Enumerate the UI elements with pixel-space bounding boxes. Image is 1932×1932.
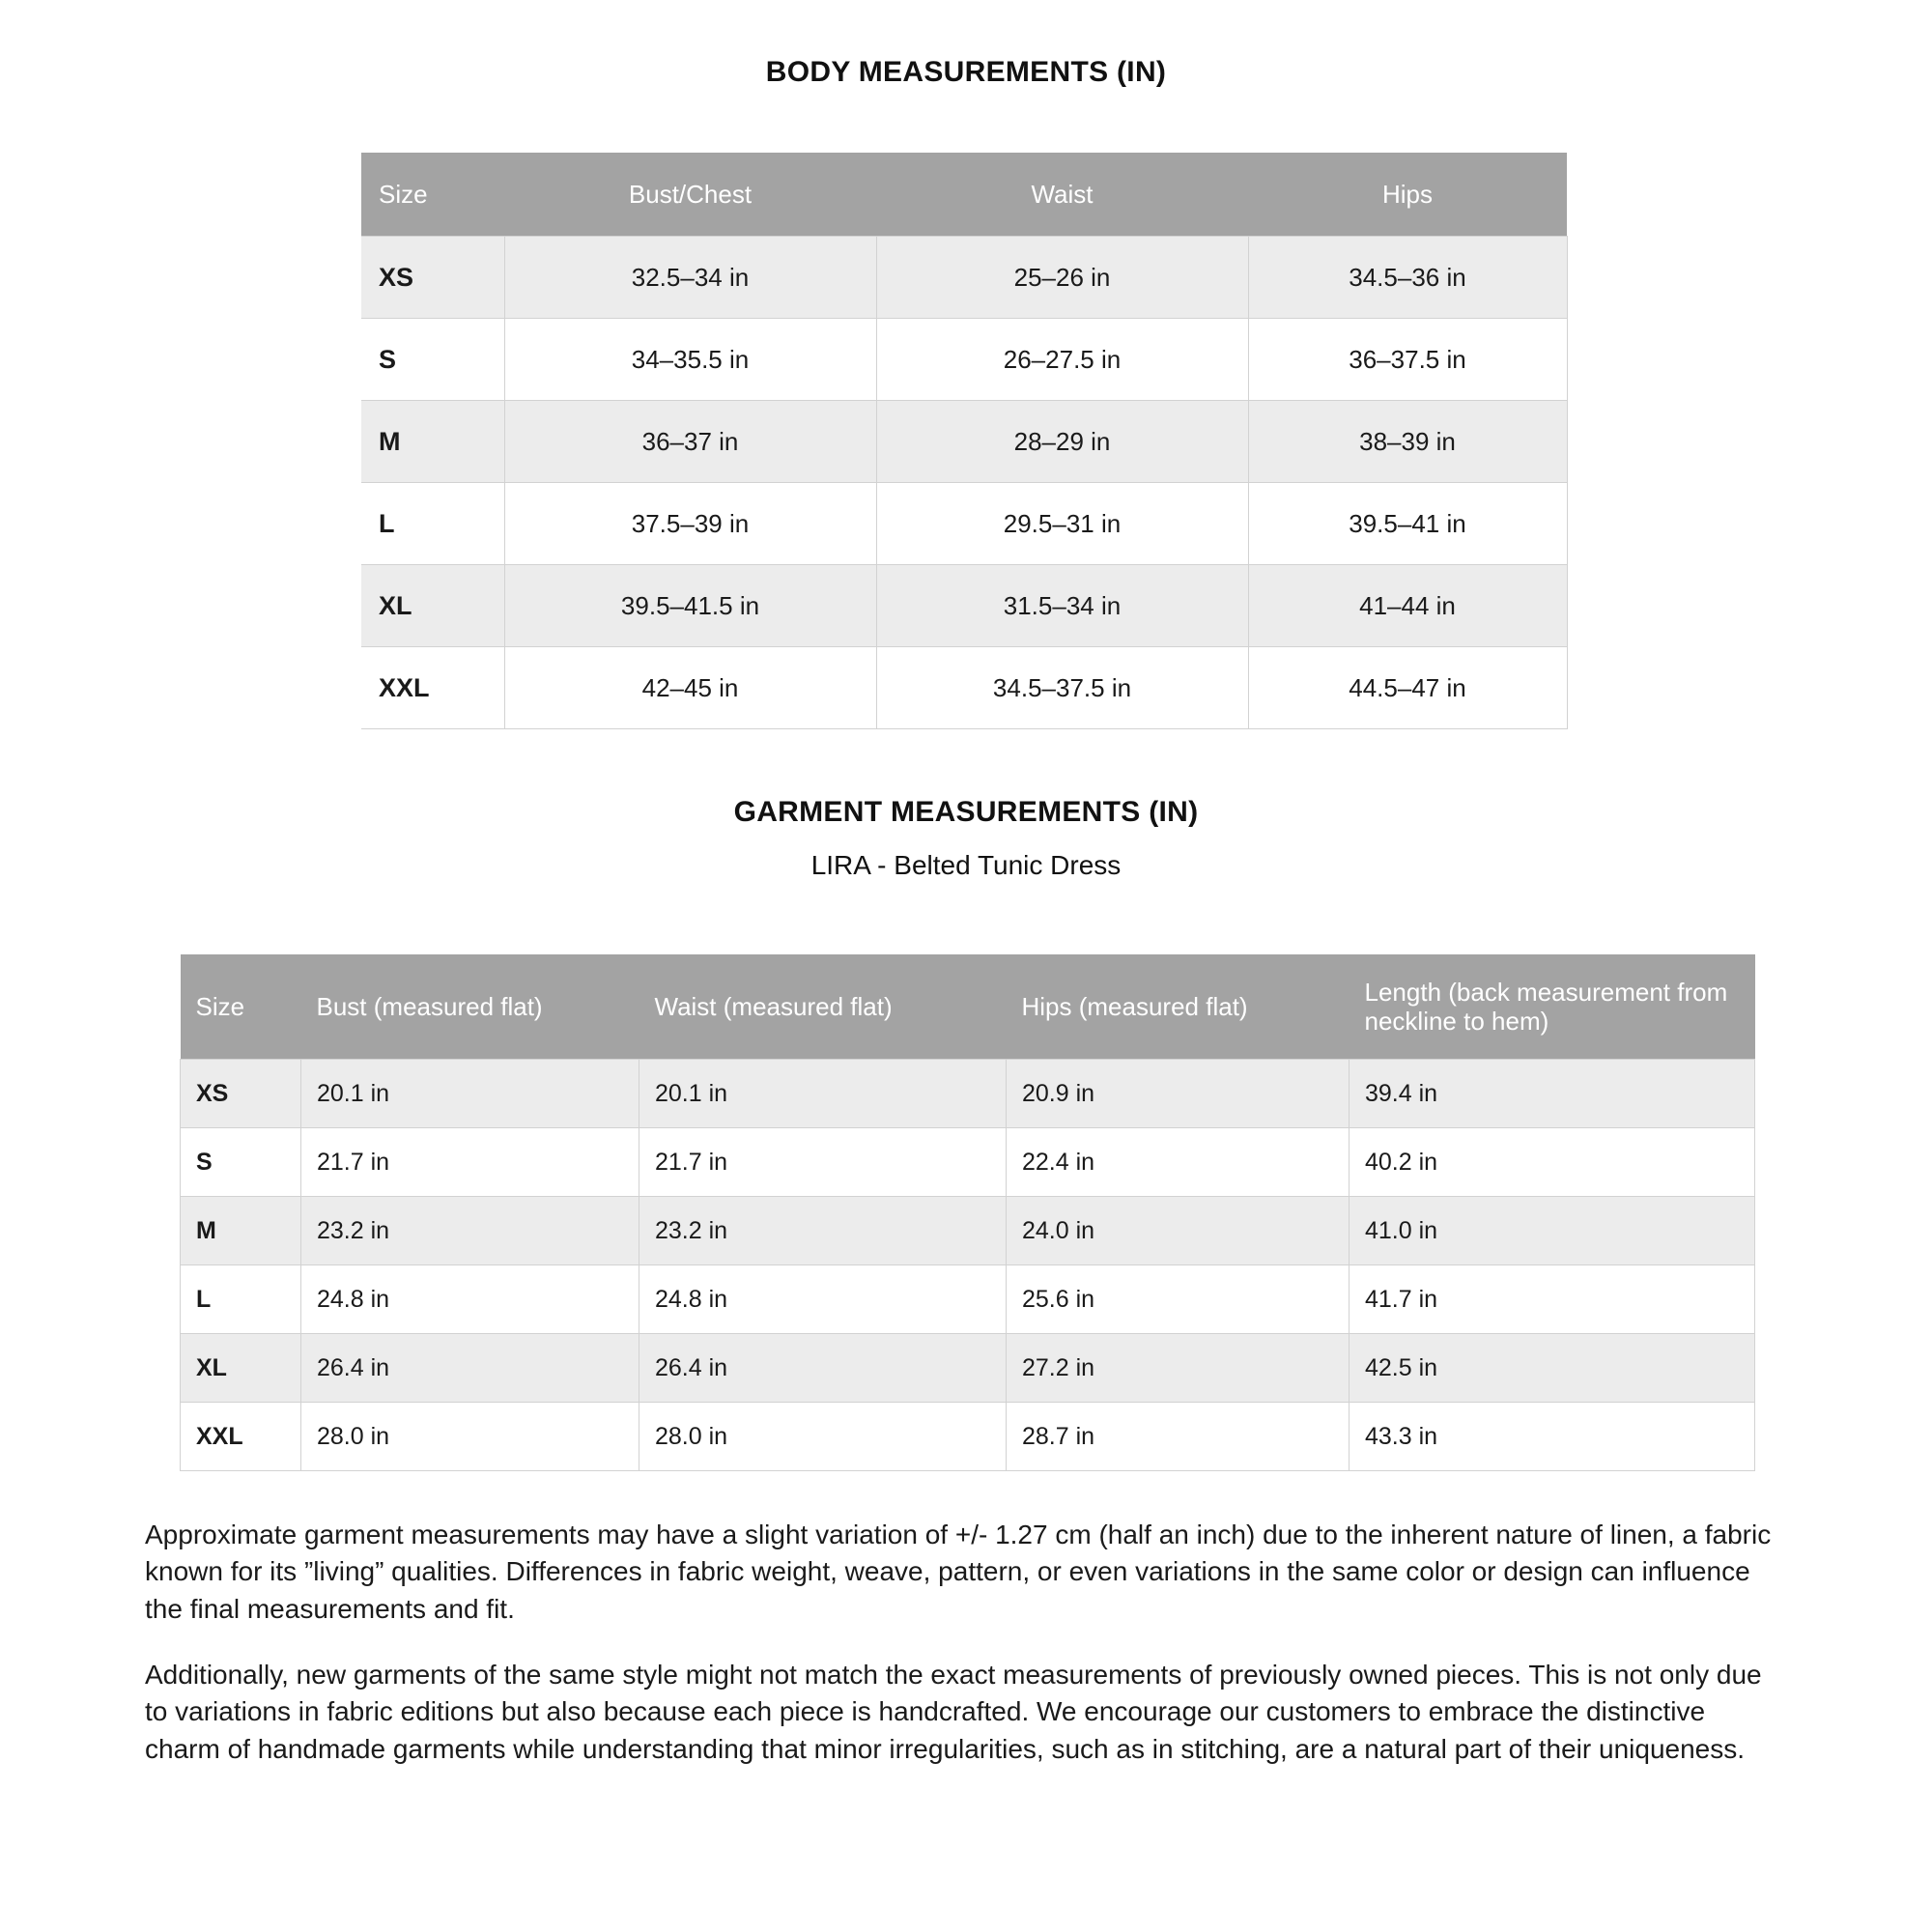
cell-waist: 24.8 in: [639, 1265, 1007, 1334]
table-row: [181, 1403, 1755, 1471]
cell-bust: 37.5–39 in: [504, 483, 876, 565]
table-row: [361, 401, 1567, 483]
cell-bust: 21.7 in: [301, 1128, 639, 1197]
table-row: [361, 483, 1567, 565]
cell-length: 41.7 in: [1350, 1265, 1755, 1334]
cell-hips: 41–44 in: [1248, 565, 1567, 647]
cell-hips: 24.0 in: [1007, 1197, 1350, 1265]
table-row: [181, 1128, 1755, 1197]
column-header-length: Length (back measurement from neckline to hem): [1350, 954, 1755, 1060]
cell-hips: 38–39 in: [1248, 401, 1567, 483]
cell-hips: 22.4 in: [1007, 1128, 1350, 1197]
column-header-waist-flat: Waist (measured flat): [639, 954, 1007, 1060]
cell-size: L: [181, 1265, 301, 1334]
garment-measurements-title: GARMENT MEASUREMENTS (IN): [733, 796, 1199, 828]
cell-length: 39.4 in: [1350, 1060, 1755, 1128]
cell-size: M: [181, 1197, 301, 1265]
cell-size: M: [361, 401, 504, 483]
cell-length: 41.0 in: [1350, 1197, 1755, 1265]
cell-hips: 20.9 in: [1007, 1060, 1350, 1128]
cell-size: L: [361, 483, 504, 565]
column-header-size: Size: [361, 153, 504, 237]
cell-bust: 20.1 in: [301, 1060, 639, 1128]
cell-hips: 25.6 in: [1007, 1265, 1350, 1334]
cell-size: XXL: [181, 1403, 301, 1471]
cell-waist: 26–27.5 in: [876, 319, 1248, 401]
cell-bust: 34–35.5 in: [504, 319, 876, 401]
column-header-waist: Waist: [876, 153, 1248, 237]
cell-bust: 36–37 in: [504, 401, 876, 483]
garment-measurements-table: [180, 954, 1755, 1471]
cell-hips: 36–37.5 in: [1248, 319, 1567, 401]
table-row: [181, 1060, 1755, 1128]
cell-waist: 26.4 in: [639, 1334, 1007, 1403]
cell-waist: 34.5–37.5 in: [876, 647, 1248, 729]
cell-waist: 25–26 in: [876, 237, 1248, 319]
table-row: [181, 1197, 1755, 1265]
measurement-notes: [145, 1517, 1787, 1797]
table-header-row: [181, 954, 1755, 1060]
body-measurements-table: [361, 153, 1568, 729]
cell-length: 42.5 in: [1350, 1334, 1755, 1403]
table-row: [181, 1265, 1755, 1334]
note-paragraph-handcrafted: Additionally, new garments of the same style might not match the exact measurements of previously owned pieces. This is not only due to variations in fabric editions but also because each piece is handcrafted. We encourage our customers to embrace the distinctive charm of handmade garments while understanding that minor irregularities, such as in stitching, are a natural part of their uniqueness.: [145, 1660, 1762, 1764]
cell-hips: 44.5–47 in: [1248, 647, 1567, 729]
column-header-hips-flat: Hips (measured flat): [1007, 954, 1350, 1060]
cell-length: 43.3 in: [1350, 1403, 1755, 1471]
cell-bust: 28.0 in: [301, 1403, 639, 1471]
body-measurements-title: BODY MEASUREMENTS (IN): [765, 56, 1167, 88]
cell-hips: 27.2 in: [1007, 1334, 1350, 1403]
column-header-bust-flat: Bust (measured flat): [301, 954, 639, 1060]
column-header-hips: Hips: [1248, 153, 1567, 237]
cell-waist: 28–29 in: [876, 401, 1248, 483]
cell-length: 40.2 in: [1350, 1128, 1755, 1197]
cell-waist: 29.5–31 in: [876, 483, 1248, 565]
table-row: [361, 565, 1567, 647]
cell-hips: 28.7 in: [1007, 1403, 1350, 1471]
table-row: [361, 237, 1567, 319]
cell-hips: 39.5–41 in: [1248, 483, 1567, 565]
cell-size: S: [181, 1128, 301, 1197]
note-paragraph-variation: Approximate garment measurements may have a slight variation of +/- 1.27 cm (half an inch) due to the inherent nature of linen, a fabric known for its ”living” qualities. Differences in fabric weight, weave, pattern, or even variations in the same color or design can influence the final measurements and fit.: [145, 1520, 1772, 1624]
cell-waist: 28.0 in: [639, 1403, 1007, 1471]
cell-waist: 20.1 in: [639, 1060, 1007, 1128]
cell-size: S: [361, 319, 504, 401]
table-row: [361, 319, 1567, 401]
table-header-row: [361, 153, 1567, 237]
cell-bust: 26.4 in: [301, 1334, 639, 1403]
cell-bust: 42–45 in: [504, 647, 876, 729]
cell-bust: 23.2 in: [301, 1197, 639, 1265]
cell-waist: 31.5–34 in: [876, 565, 1248, 647]
cell-size: XS: [361, 237, 504, 319]
garment-style-subtitle: LIRA - Belted Tunic Dress: [810, 850, 1122, 880]
cell-waist: 23.2 in: [639, 1197, 1007, 1265]
cell-hips: 34.5–36 in: [1248, 237, 1567, 319]
column-header-bust-chest: Bust/Chest: [504, 153, 876, 237]
cell-size: XS: [181, 1060, 301, 1128]
cell-size: XL: [181, 1334, 301, 1403]
cell-size: XXL: [361, 647, 504, 729]
cell-waist: 21.7 in: [639, 1128, 1007, 1197]
table-row: [361, 647, 1567, 729]
cell-bust: 32.5–34 in: [504, 237, 876, 319]
cell-size: XL: [361, 565, 504, 647]
column-header-size: Size: [181, 954, 301, 1060]
cell-bust: 24.8 in: [301, 1265, 639, 1334]
cell-bust: 39.5–41.5 in: [504, 565, 876, 647]
table-row: [181, 1334, 1755, 1403]
